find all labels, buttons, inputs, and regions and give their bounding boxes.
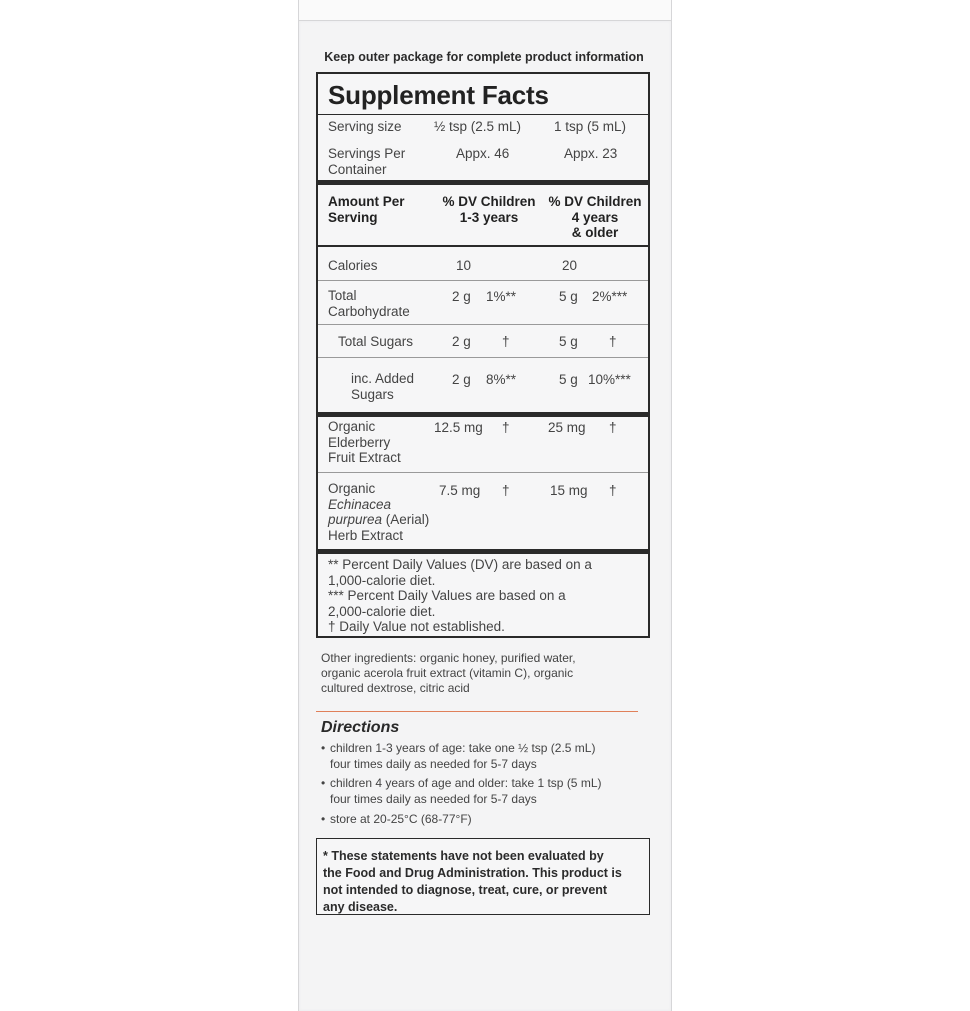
serving-size-label: Serving size — [328, 119, 402, 134]
echinacea-col2-dv: † — [609, 483, 617, 498]
servings-label — [328, 146, 405, 177]
col1-header-line2: 1-3 years — [459, 209, 519, 225]
box-top-flap — [298, 0, 672, 20]
row-divider — [318, 324, 648, 325]
added-sugars-line1: inc. Added — [351, 371, 415, 386]
calories-label: Calories — [328, 258, 378, 273]
amount-header-line1: Amount Per — [328, 194, 405, 209]
fda-disclaimer — [323, 848, 643, 916]
sugars-col1-amount: 2 g — [452, 334, 471, 349]
sugars-col1-dv: † — [502, 334, 510, 349]
footnote-dv-2000-b: 2,000-calorie diet. — [328, 603, 436, 619]
elderberry-col2-dv: † — [609, 420, 617, 435]
echinacea-col2-amount: 15 mg — [550, 483, 588, 498]
other-ingredients-line2: organic acerola fruit extract (vitamin C), organic — [321, 666, 574, 680]
disclaimer-line3: not intended to diagnose, treat, cure, or prevent — [323, 883, 608, 897]
sugars-label: Total Sugars — [338, 334, 414, 349]
disclaimer-line1: * These statements have not been evaluated by — [323, 849, 604, 863]
col2-header-line2: 4 years — [571, 209, 619, 225]
amount-per-serving-header — [328, 194, 405, 225]
thick-divider — [318, 180, 648, 185]
accent-divider — [316, 711, 638, 712]
elderberry-col1-dv: † — [502, 420, 510, 435]
serving-size-col2: 1 tsp (5 mL) — [554, 119, 627, 134]
echinacea-col1-amount: 7.5 mg — [439, 483, 481, 498]
supplement-facts-panel — [316, 72, 650, 638]
echinacea-part: (Aerial) — [382, 512, 430, 527]
row-divider — [318, 357, 648, 358]
direction-item — [321, 812, 651, 828]
calories-col1: 10 — [456, 258, 472, 273]
header-divider — [318, 245, 648, 247]
divider — [318, 114, 648, 115]
direction-line: four times daily as needed for 5-7 days — [330, 756, 537, 771]
echinacea-line1: Organic — [328, 481, 376, 496]
other-ingredients-line3: cultured dextrose, citric acid — [321, 681, 470, 695]
sugars-col2-amount: 5 g — [559, 334, 578, 349]
elderberry-line3: Fruit Extract — [328, 450, 401, 465]
thick-divider — [318, 412, 648, 417]
echinacea-col1-dv: † — [502, 483, 510, 498]
servings-col2: Appx. 23 — [564, 146, 618, 161]
facts-title: Supplement Facts — [328, 80, 549, 110]
direction-line: children 1-3 years of age: take one ½ tsp (2.5 mL) — [330, 741, 596, 755]
echinacea-label — [328, 481, 429, 543]
amount-header-line2: Serving — [328, 209, 378, 225]
elderberry-col1-amount: 12.5 mg — [434, 420, 483, 435]
footnote-dv-1000-a: ** Percent Daily Values (DV) are based on a — [328, 557, 592, 572]
footnote-dv-1000-b: 1,000-calorie diet. — [328, 572, 436, 588]
directions-title: Directions — [321, 719, 400, 736]
dv-children-4-older-header — [542, 194, 648, 241]
other-ingredients-line1: Other ingredients: organic honey, purified water, — [321, 651, 576, 665]
footnotes — [328, 557, 648, 635]
footnote-dv-2000-a: *** Percent Daily Values are based on a — [328, 588, 566, 603]
direction-line: children 4 years of age and older: take 1 tsp (5 mL) — [330, 776, 602, 790]
carb-label — [328, 288, 410, 319]
footnote-dagger: † Daily Value not established. — [328, 619, 505, 634]
elderberry-label — [328, 419, 401, 466]
disclaimer-line4: any disease. — [323, 900, 398, 914]
direction-item — [321, 741, 651, 772]
added-sugars-col2-dv: 10%*** — [588, 372, 631, 387]
serving-size-col1: ½ tsp (2.5 mL) — [434, 119, 522, 134]
elderberry-col2-amount: 25 mg — [548, 420, 586, 435]
added-sugars-label — [351, 371, 414, 402]
sugars-col2-dv: † — [609, 334, 617, 349]
col2-header-line3: & older — [571, 225, 619, 240]
echinacea-line2: Echinacea — [328, 496, 392, 512]
other-ingredients — [321, 651, 651, 696]
servings-label-line1: Servings Per — [328, 146, 406, 161]
direction-line: four times daily as needed for 5-7 days — [330, 791, 537, 806]
fda-disclaimer-box — [316, 838, 650, 915]
carb-label-line1: Total — [328, 288, 357, 303]
bullet-icon: • — [321, 776, 326, 790]
added-sugars-line2: Sugars — [351, 386, 394, 402]
echinacea-line3 — [328, 512, 429, 528]
carb-col2-dv: 2%*** — [592, 289, 628, 304]
elderberry-line1: Organic — [328, 419, 376, 434]
direction-item — [321, 776, 651, 807]
bullet-icon: • — [321, 812, 326, 826]
col1-header-line1: % DV Children — [442, 194, 536, 209]
bullet-icon: • — [321, 741, 326, 755]
carb-col2-amount: 5 g — [559, 289, 578, 304]
echinacea-line4: Herb Extract — [328, 527, 404, 543]
added-sugars-col1-dv: 8%** — [486, 372, 517, 387]
echinacea-species: purpurea — [328, 512, 383, 527]
dv-children-1-3-header — [436, 194, 542, 225]
thick-divider — [318, 549, 648, 554]
row-divider — [318, 280, 648, 281]
carb-col1-amount: 2 g — [452, 289, 471, 304]
servings-label-line2: Container — [328, 161, 387, 177]
added-sugars-col1-amount: 2 g — [452, 372, 471, 387]
added-sugars-col2-amount: 5 g — [559, 372, 578, 387]
row-divider — [318, 472, 648, 473]
elderberry-line2: Elderberry — [328, 434, 391, 450]
disclaimer-line2: the Food and Drug Administration. This product is — [323, 866, 622, 880]
package-note: Keep outer package for complete product information — [324, 50, 644, 64]
col2-header-line1: % DV Children — [548, 194, 642, 209]
calories-col2: 20 — [562, 258, 578, 273]
servings-col1: Appx. 46 — [456, 146, 510, 161]
carb-label-line2: Carbohydrate — [328, 303, 410, 319]
carb-col1-dv: 1%** — [486, 289, 517, 304]
direction-line: store at 20-25°C (68-77°F) — [330, 812, 472, 826]
